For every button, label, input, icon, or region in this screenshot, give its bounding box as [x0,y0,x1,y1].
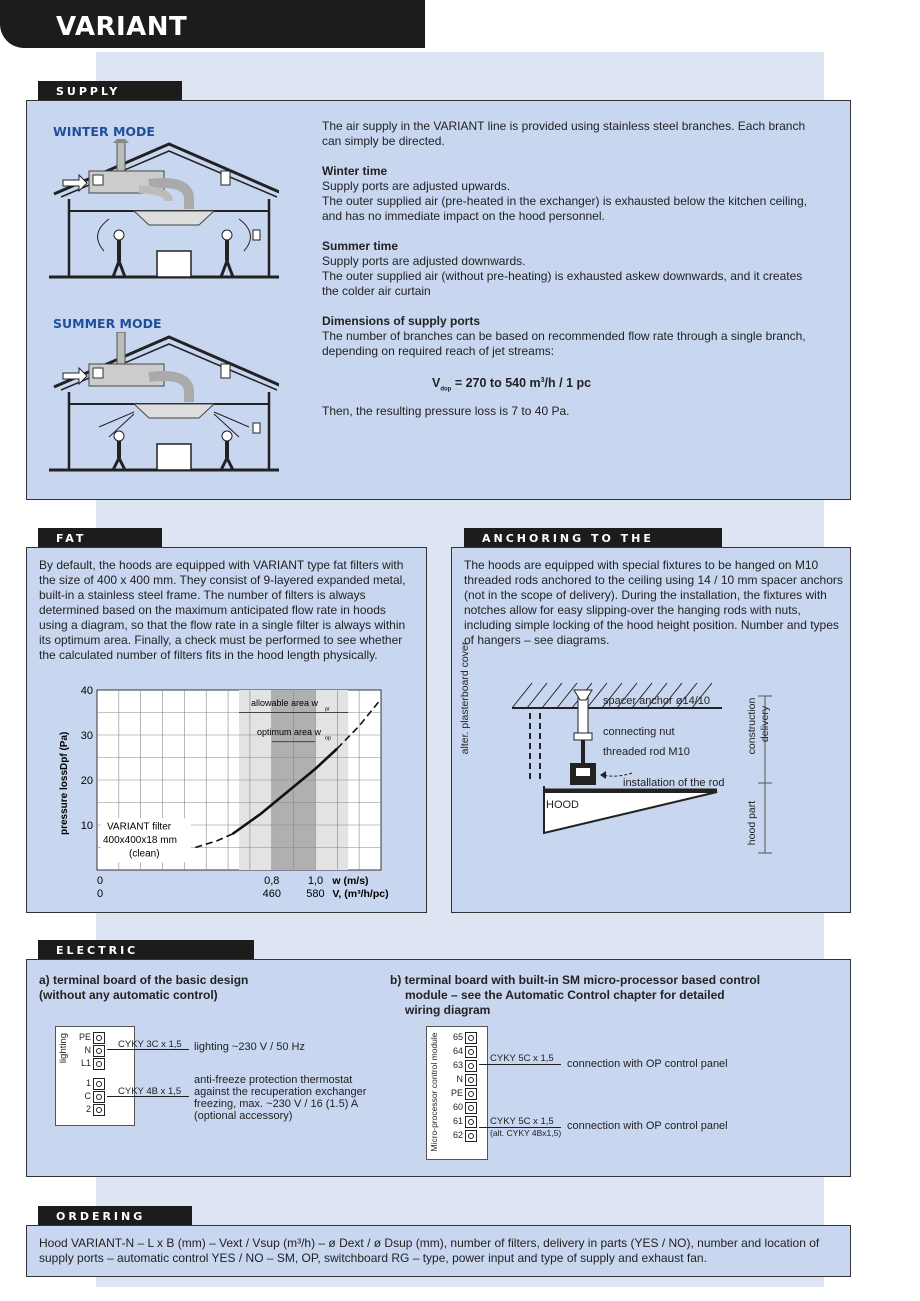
label-hood: HOOD [546,799,579,811]
electric-section-tag: ELECTRIC [38,940,254,960]
terminal-a-pin-terminal [93,1104,105,1116]
terminal-b-pin-screw-icon [468,1105,474,1111]
terminal-b-pin-label: 63 [452,1060,463,1070]
terminal-a-pin-terminal [93,1032,105,1044]
supply-ports-box [26,100,851,500]
chart-y-axis-label: pressure lossDpf (Pa) [59,731,70,835]
terminal-a-pin-terminal [93,1091,105,1103]
terminal-b-pin-terminal [465,1032,477,1044]
chart-y-tick-label: 10 [80,820,93,832]
ordering-line2: supply ports – automatic control YES / NO – SM, OP, switchboard RG – type, power input and type of supply and exhaust fan. [39,1251,707,1265]
terminal-b-cable1-line [479,1064,561,1065]
ordering-box [26,1225,851,1277]
terminal-b-pin-screw-icon [468,1063,474,1069]
terminal-a-pin-screw-icon [96,1061,102,1067]
terminal-a-pin-terminal [93,1045,105,1057]
terminal-a-pin-label: PE [78,1032,91,1042]
chart-optimum-label: optimum area w [257,727,322,737]
terminal-a-pin-screw-icon [96,1048,102,1054]
terminal-b-pin-terminal [465,1046,477,1058]
pressure-loss-result: Then, the resulting pressure loss is 7 to 40 Pa. [322,404,570,418]
electric-b-title2: module – see the Automatic Control chapter for detailed [405,988,725,1002]
terminal-b-pin-label: N [456,1074,463,1084]
chart-y-tick-label: 20 [80,775,93,787]
terminal-b-pin-label: 64 [452,1046,463,1056]
terminal-b-cable2: CYKY 5C x 1,5 [490,1116,554,1127]
summer-time-heading: Summer time [322,239,399,253]
terminal-a-pin-terminal [93,1078,105,1090]
terminal-a-pin-label: 2 [85,1104,91,1114]
terminal-a-desc2: anti-freeze protection thermostat against the recuperation exchanger freezing, max. ~230 V / 16 (1.5) A (optional accessory) [194,1074,367,1122]
winter-house-diagram [49,139,279,279]
terminal-b-pin-label: 65 [452,1032,463,1042]
pressure-loss-chart [31,682,423,910]
terminal-a-pin-screw-icon [96,1035,102,1041]
label-connecting-nut: connecting nut [603,726,675,738]
label-spacer-anchor: spacer anchor ø14/10 [603,695,711,707]
terminal-a-cable2-line [107,1096,189,1097]
page-title-bar [0,0,425,48]
ordering-line1: Hood VARIANT-N – L x B (mm) – Vext / Vsup (m³/h) – ø Dext / ø Dsup (mm), number of filters, delivery in parts (YES / NO), number and location of [39,1236,820,1250]
label-installation-rod: installation of the rod [623,777,725,789]
chart-allowable-label: allowable area w [251,697,319,708]
terminal-b-cable2-line [479,1127,561,1128]
chart-y-tick-label: 40 [80,685,93,697]
terminal-a-pin-label: N [84,1045,91,1055]
terminal-b-pin-terminal [465,1074,477,1086]
terminal-b-pin-label: 61 [452,1116,463,1126]
terminal-b-cable2-alt: (alt. CYKY 4Bx1,5) [490,1128,562,1138]
terminal-a-pin-label: C [84,1091,91,1101]
summer-time-line1: Supply ports are adjusted downwards. [322,254,526,268]
terminal-a-cable1: CYKY 3C x 1,5 [118,1039,182,1050]
chart-y-tick-label: 30 [80,730,93,742]
summer-mode-label: SUMMER MODE [53,316,162,331]
anchoring-box [451,547,851,913]
label-delivery: delivery [759,705,771,743]
electric-a-title2: (without any automatic control) [39,988,218,1002]
terminal-b-cable1: CYKY 5C x 1,5 [490,1053,554,1064]
label-plasterboard-cover: alter. plasterboard cover [459,641,471,755]
terminal-a-pin-terminal [93,1058,105,1070]
terminal-a-pin-screw-icon [96,1094,102,1100]
chart-optimum-label-sub: op [325,735,332,742]
terminal-b-pin-terminal [465,1102,477,1114]
chart-legend-line2: 400x400x18 mm [103,835,177,846]
terminal-b-pin-terminal [465,1130,477,1142]
winter-time-line1: Supply ports are adjusted upwards. [322,179,511,193]
terminal-b-pin-screw-icon [468,1119,474,1125]
terminal-b-pin-terminal [465,1088,477,1100]
electric-b-title1: b) terminal board with built-in SM micro-processor based control [390,973,761,987]
winter-time-line2: The outer supplied air (pre-heated in the exchanger) is exhausted below the kitchen ceiling, and has no immediate impact on the hood personnel. [322,194,807,223]
chart-x-tick-label-w: 0,8 [264,875,280,887]
terminal-b-pin-terminal [465,1060,477,1072]
fat-filters-section-tag: FAT [38,528,162,548]
chart-allowable-label-sub: pr [325,706,330,713]
label-threaded-rod: threaded rod M10 [603,746,690,758]
terminal-a-cable2: CYKY 4B x 1,5 [118,1086,182,1097]
terminal-b-pin-screw-icon [468,1133,474,1139]
terminal-b-pin-screw-icon [468,1049,474,1055]
fat-filters-box [26,547,427,913]
flow-rate-formula: $V_{dop} = 270$ to 540 $m^3/h / 1$ pc [432,376,592,393]
terminal-b-pin-label: PE [450,1088,463,1098]
terminal-a-cable1-line [107,1049,189,1050]
chart-legend-line3: (clean) [129,848,160,860]
terminal-b-pin-label: 62 [452,1130,463,1140]
chart-x-axis-label-v: V, (m³/h/pc) [332,888,389,900]
winter-mode-label: WINTER MODE [53,124,155,139]
terminal-a-pin-label: 1 [85,1078,91,1088]
chart-x-tick-label-v: 0 [97,888,104,900]
chart-x-tick-label-w: 0 [97,875,104,887]
ordering-section-tag: ORDERING [38,1206,192,1226]
chart-x-tick-label-v: 460 [262,888,281,900]
electric-box [26,959,851,1177]
electric-a-title1: a) terminal board of the basic design [39,973,249,987]
chart-x-tick-label-v: 580 [306,888,325,900]
dimensions-text: The number of branches can be based on recommended flow rate through a single branch, depending on required reach of jet streams: [322,329,806,358]
label-construction: construction [746,697,758,755]
dimensions-heading: Dimensions of supply ports [322,314,481,328]
terminal-b-desc2: connection with OP control panel [567,1120,728,1132]
fat-filters-text: By default, the hoods are equipped with VARIANT type fat filters with the size of 400 x 400 mm. They consist of 9-layered expanded metal, built-in a stainless steel frame. The number of filters is always determined based on the maximum anticipated flow rate in hoods using a diagram, so that the flow rate in a single filter is always within its optimum area. Finally, a check must be performed to see whether the calculated number of filters fits in the hood length physically. [39,558,406,662]
chart-x-axis-label-w: w (m/s) [332,875,369,887]
terminal-b-module-label: Micro-processor control module [429,1032,439,1152]
terminal-a-pin-screw-icon [96,1081,102,1087]
terminal-b-pin-terminal [465,1116,477,1128]
terminal-b-desc1: connection with OP control panel [567,1058,728,1070]
terminal-a-pin-label: L1 [80,1058,91,1068]
terminal-b-pin-screw-icon [468,1035,474,1041]
terminal-b-pin-label: 60 [452,1102,463,1112]
supply-intro-text: The air supply in the VARIANT line is provided using stainless steel branches. Each branch can simply be directed. [322,119,806,148]
electric-b-title3: wiring diagram [405,1003,491,1017]
winter-time-heading: Winter time [322,164,388,178]
anchoring-text: The hoods are equipped with special fixtures to be hanged on M10 threaded rods anchored to the ceiling using 14 / 10 mm spacer anchors (not in the scope of delivery). During the installation, the fixtures with notches allow for easy slipping-over the hanging rods with nuts, including simple locking of the hood height position. Number and types of hangers – see diagrams. [464,558,843,647]
terminal-a-lighting-label: lighting [58,1032,69,1064]
terminal-a-desc1: lighting ~230 V / 50 Hz [194,1041,305,1053]
terminal-a-pin-screw-icon [96,1107,102,1113]
summer-time-line2: The outer supplied air (without pre-heating) is exhausted askew downwards, and it creates the colder air curtain [322,269,803,298]
supply-section-tag: SUPPLY [38,81,182,101]
chart-x-tick-label-w: 1,0 [307,875,324,887]
page-title: VARIANT [56,12,188,42]
summer-house-diagram [49,332,279,472]
chart-legend-line1: VARIANT filter [107,821,172,833]
anchoring-section-tag: ANCHORING TO THE [464,528,722,548]
label-hood-part: hood part [746,800,758,846]
terminal-b-pin-screw-icon [468,1091,474,1097]
terminal-b-pin-screw-icon [468,1077,474,1083]
